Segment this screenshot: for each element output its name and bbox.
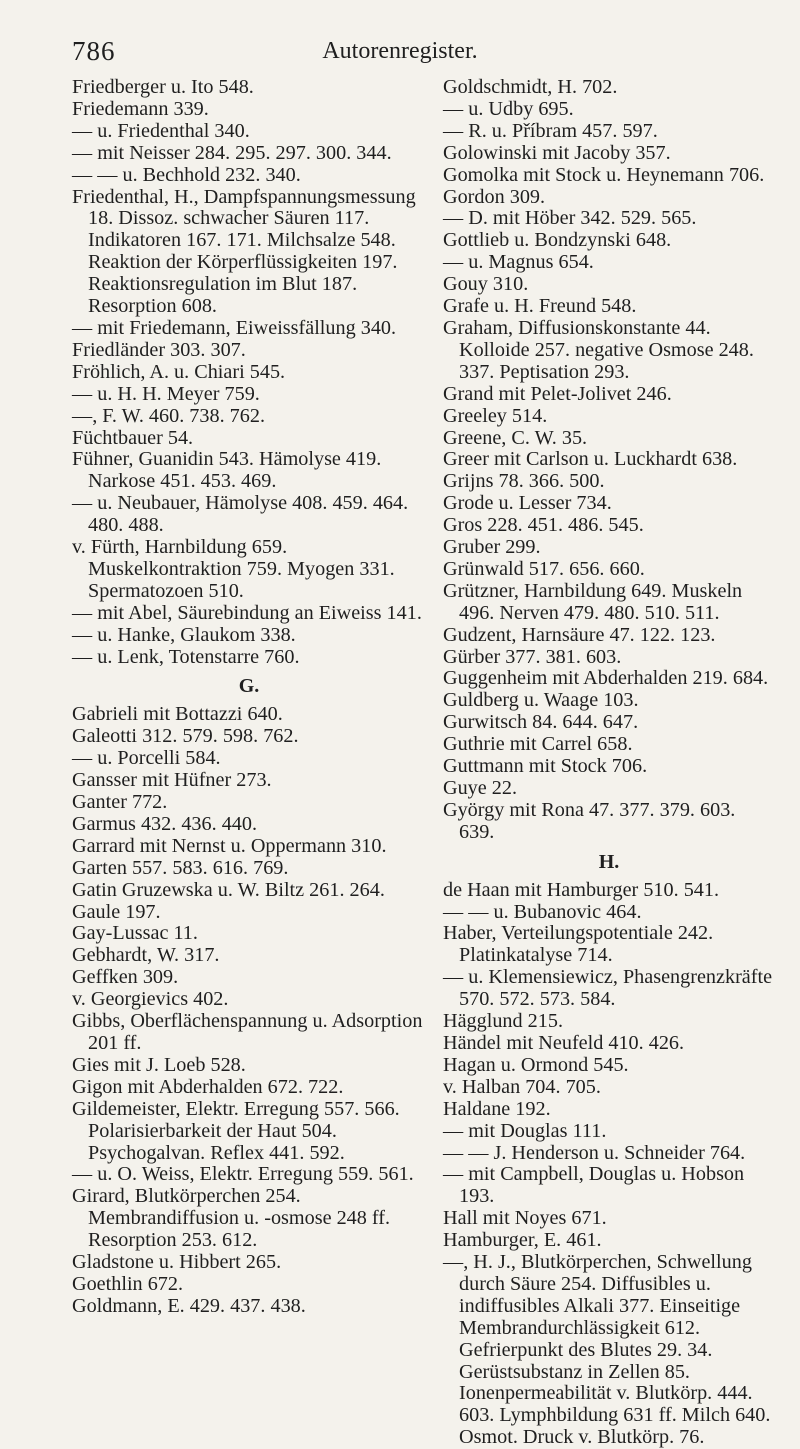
index-entry: — u. Neubauer, Hämolyse 408. 459. 464. 480. 488. [72, 492, 409, 537]
index-entry: György mit Rona 47. 377. 379. 603. 639. [443, 798, 736, 843]
index-entry: — u. O. Weiss, Elektr. Erregung 559. 561. [72, 1163, 414, 1186]
index-entry: — u. Hanke, Glaukom 338. [72, 623, 296, 646]
index-entry: Ganter 772. [72, 791, 168, 813]
index-entry: Grafe u. H. Freund 548. [443, 295, 637, 318]
index-entry: — mit Abel, Säurebindung an Eiweiss 141. [72, 601, 422, 624]
index-column-right [443, 77, 775, 1449]
page-header [0, 0, 800, 72]
index-entry: Guthrie mit Carrel 658. [443, 733, 633, 756]
index-entry: — u. Lenk, Totenstarre 760. [72, 645, 300, 668]
index-entry: Gildemeister, Elektr. Erregung 557. 566. Polarisierbarkeit der Haut 504. Psychogalvan. Reflex 441. 592. [72, 1097, 400, 1164]
index-entry: Guye 22. [443, 777, 518, 799]
index-entry: Gordon 309. [443, 185, 546, 208]
index-entry: Garmus 432. 436. 440. [72, 812, 258, 835]
index-entry: Gatin Gruzewska u. W. Biltz 261. 264. [72, 878, 385, 901]
section-heading: G. [238, 675, 260, 698]
index-entry: Hägglund 215. [443, 1010, 563, 1033]
index-entry: v. Fürth, Harnbildung 659. Muskelkontraktion 759. Myogen 331. Spermatozoen 510. [72, 536, 395, 602]
index-entry: Goldmann, E. 429. 437. 438. [72, 1294, 306, 1317]
index-entry: Gruber 299. [443, 536, 541, 559]
index-entry: Friedberger u. Ito 548. [72, 76, 254, 98]
running-title: Autorenregister. [322, 38, 478, 64]
index-entry: Friedenthal, H., Dampfspannungsmessung 18. Dissoz. schwacher Säuren 117. Indikatoren 167. 171. Milchsalze 548. Reaktion der Körperflüssigkeiten 197. Reaktionsregulation im Blut 187. Resorption 608. [72, 185, 416, 318]
index-entry: Gomolka mit Stock u. Heynemann 706. [443, 163, 765, 186]
index-entry: Galeotti 312. 579. 598. 762. [72, 725, 299, 748]
index-entry: Händel mit Neufeld 410. 426. [443, 1031, 685, 1054]
index-entry: — u. Udby 695. [443, 97, 574, 120]
index-entry: — u. Porcelli 584. [72, 747, 221, 770]
index-entry: Gay-Lussac 11. [72, 922, 198, 945]
index-entry: Haber, Verteilungspotentiale 242. Platinkatalyse 714. [443, 922, 714, 967]
index-entry: Fühner, Guanidin 543. Hämolyse 419. Narkose 451. 453. 469. [72, 448, 382, 493]
index-entry: — — u. Bechhold 232. 340. [72, 163, 301, 186]
index-entry: Füchtbauer 54. [72, 426, 194, 449]
index-entry: Grünwald 517. 656. 660. [443, 557, 645, 580]
index-entry: Gaule 197. [72, 900, 161, 923]
index-entry: Garten 557. 583. 616. 769. [72, 856, 289, 879]
index-entry: — u. Klemensiewicz, Phasengrenzkräfte 570. 572. 573. 584. [443, 966, 773, 1011]
index-entry: Gansser mit Hüfner 273. [72, 769, 272, 792]
index-column-left [72, 77, 426, 1318]
index-entry: de Haan mit Hamburger 510. 541. [443, 878, 720, 901]
index-entry: —, F. W. 460. 738. 762. [72, 404, 265, 427]
section-heading: H. [598, 850, 620, 873]
index-entry: Hamburger, E. 461. [443, 1229, 602, 1252]
index-entry: v. Halban 704. 705. [443, 1075, 601, 1098]
index-entry: — — u. Bubanovic 464. [443, 900, 642, 923]
index-entry: Greer mit Carlson u. Luckhardt 638. [443, 448, 738, 471]
index-entry: Grode u. Lesser 734. [443, 492, 612, 515]
index-entry: — mit Campbell, Douglas u. Hobson 193. [443, 1163, 745, 1208]
index-entry: — mit Douglas 111. [443, 1119, 607, 1142]
index-entry: Gebhardt, W. 317. [72, 944, 220, 967]
index-entry: Grand mit Pelet-Jolivet 246. [443, 382, 672, 405]
index-entry: — mit Friedemann, Eiweissfällung 340. [72, 316, 397, 339]
index-entry: — — J. Henderson u. Schneider 764. [443, 1141, 746, 1164]
index-entry: Gladstone u. Hibbert 265. [72, 1251, 282, 1274]
index-entry: Hall mit Noyes 671. [443, 1207, 607, 1230]
index-entry: Guldberg u. Waage 103. [443, 689, 639, 712]
index-entry: Gigon mit Abderhalden 672. 722. [72, 1075, 344, 1098]
page-number: 786 [72, 36, 116, 66]
index-entry: Grijns 78. 366. 500. [443, 470, 605, 493]
index-entry: — u. Magnus 654. [443, 251, 594, 274]
index-entry: Friedländer 303. 307. [72, 338, 246, 361]
index-entry: — D. mit Höber 342. 529. 565. [443, 207, 697, 230]
index-entry: Gurwitsch 84. 644. 647. [443, 711, 639, 734]
index-entry: Friedemann 339. [72, 97, 209, 120]
index-entry: Girard, Blutkörperchen 254. Membrandiffusion u. -osmose 248 ff. Resorption 253. 612. [72, 1185, 391, 1252]
index-entry: Garrard mit Nernst u. Oppermann 310. [72, 834, 387, 857]
index-entry: — u. Friedenthal 340. [72, 119, 250, 142]
index-entry: Gabrieli mit Bottazzi 640. [72, 703, 283, 726]
index-entry: Golowinski mit Jacoby 357. [443, 141, 671, 164]
index-entry: Greeley 514. [443, 404, 548, 427]
index-entry: Gibbs, Oberflächenspannung u. Adsorption 201 ff. [72, 1010, 423, 1054]
index-entry: Haldane 192. [443, 1097, 551, 1120]
index-entry: Hagan u. Ormond 545. [443, 1053, 629, 1076]
index-entry: Goldschmidt, H. 702. [443, 76, 618, 98]
index-entry: Gottlieb u. Bondzynski 648. [443, 229, 672, 252]
index-entry: Gudzent, Harnsäure 47. 122. 123. [443, 623, 716, 646]
index-entry: Fröhlich, A. u. Chiari 545. [72, 360, 286, 383]
index-entry: Grützner, Harnbildung 649. Muskeln 496. Nerven 479. 480. 510. 511. [443, 579, 743, 624]
index-entry: Guttmann mit Stock 706. [443, 755, 648, 778]
index-entry: Geffken 309. [72, 966, 179, 989]
index-entry: Goethlin 672. [72, 1272, 184, 1295]
index-entry: — mit Neisser 284. 295. 297. 300. 344. [72, 141, 392, 164]
index-entry: Graham, Diffusionskonstante 44. Kolloide 257. negative Osmose 248. 337. Peptisation 293. [443, 316, 754, 383]
index-entry: Guggenheim mit Abderhalden 219. 684. [443, 667, 769, 690]
index-entry: Gies mit J. Loeb 528. [72, 1053, 246, 1076]
index-entry: Gouy 310. [443, 273, 529, 296]
index-entry: — u. H. H. Meyer 759. [72, 382, 260, 405]
index-entry: Greene, C. W. 35. [443, 426, 588, 449]
index-entry: — R. u. Příbram 457. 597. [443, 119, 658, 142]
index-entry: Gürber 377. 381. 603. [443, 645, 622, 668]
index-entry: v. Georgievics 402. [72, 988, 229, 1011]
index-entry: Gros 228. 451. 486. 545. [443, 514, 644, 537]
index-entry: —, H. J., Blutkörperchen, Schwellung durch Säure 254. Diffusibles u. indiffusibles Alkali 377. Einseitige Membrandurchlässigkeit 612. Gefrierpunkt des Blutes 29. 34. Gerüstsubstanz in Zellen 85. Ionenpermeabilität v. Blutkörp. 444. 603. Lymphbildung 631 ff. Milch 640. Osmot. Druck v. Blutkörp. 76. [443, 1251, 771, 1449]
